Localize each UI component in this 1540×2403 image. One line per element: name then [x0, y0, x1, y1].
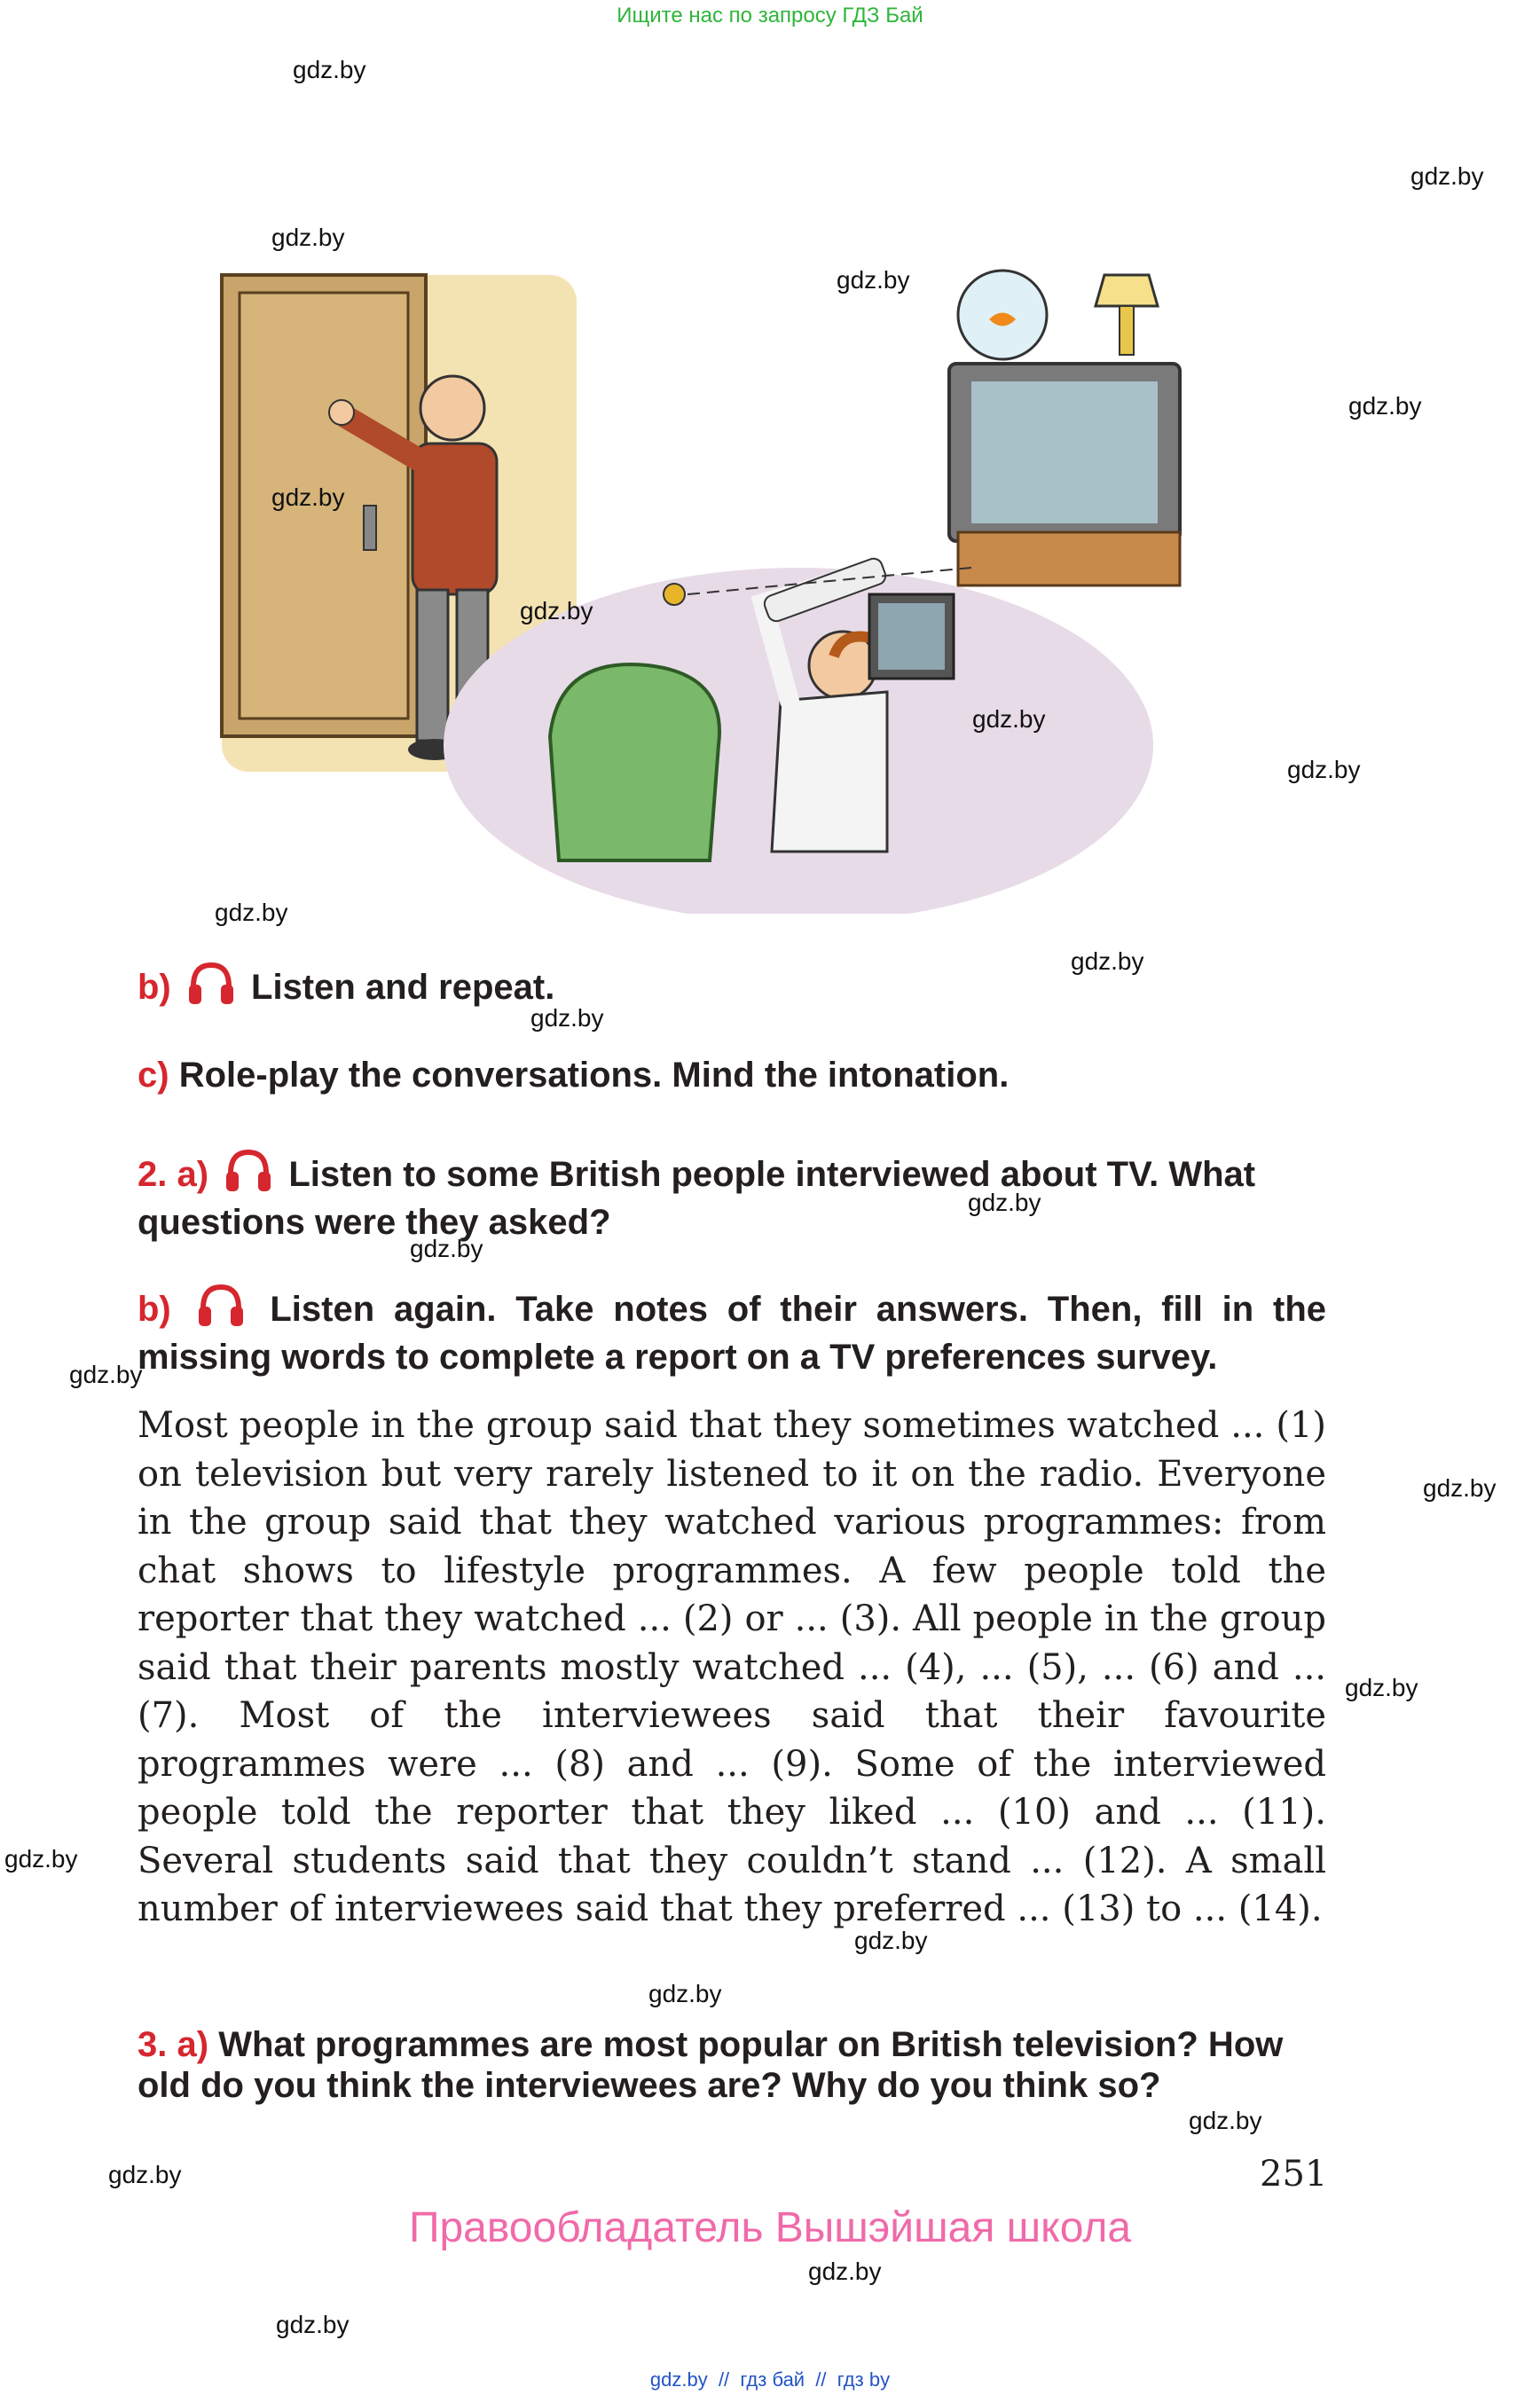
exercise-2b [138, 1282, 1326, 1378]
watermark: gdz.by [271, 224, 345, 251]
watermark: gdz.by [1423, 1474, 1497, 1502]
task-text: What programmes are most popular on British television? How old do you think the interviewees are? Why do you think so? [138, 2025, 1284, 2105]
fly [664, 584, 685, 605]
illustration [177, 240, 1224, 914]
watermark: gdz.by [854, 1927, 928, 1954]
site-header: Ищите нас по запросу ГДЗ Бай [617, 4, 923, 27]
watermark: gdz.by [837, 266, 910, 294]
watermark: gdz.by [1410, 162, 1484, 190]
exercise-2a [138, 1147, 1326, 1243]
task-label: b) [138, 1290, 171, 1329]
watermark: gdz.by [293, 56, 366, 83]
headphones-icon [224, 1147, 273, 1202]
task-text: Listen to some British people interviewed about TV. What questions were they asked? [138, 1155, 1256, 1242]
exercise-number: 3. [138, 2025, 168, 2064]
man-head [420, 376, 484, 440]
exercise-1b [138, 960, 554, 1015]
watermark: gdz.by [1348, 392, 1422, 420]
tv-cabinet [958, 532, 1180, 585]
watermark: gdz.by [4, 1845, 78, 1873]
exercise-number: 2. [138, 1155, 168, 1194]
watermark: gdz.by [215, 899, 288, 926]
headphones-icon [186, 960, 236, 1015]
watermark: gdz.by [648, 1980, 722, 2007]
page-number: 251 [1260, 2154, 1328, 2195]
task-text: Role-play the conversations. Mind the intonation. [178, 1056, 1010, 1095]
watermark: gdz.by [520, 597, 593, 624]
watermark: gdz.by [1189, 2107, 1262, 2134]
exercise-1c [138, 1055, 1009, 1095]
watermark: gdz.by [69, 1361, 143, 1388]
task-label: a) [177, 1155, 209, 1194]
watermark: gdz.by [968, 1189, 1041, 1216]
lamp [1096, 275, 1158, 306]
footer-links[interactable]: gdz.by // гдз бай // гдз by [649, 2368, 891, 2391]
task-text: Listen and repeat. [251, 968, 555, 1007]
report-paragraph: Most people in the group said that they sometimes watched ... (1) on television but very rarely listened to it on the radio. Everyone in the group said that they watched various programmes: from chat shows to lifestyle programmes. A few people told the reporter that they watched ... (2) or ... (3). All people in the group said that their parents mostly watched ... (4), ... (5), ... (6) and ... (7). Most of the interviewees said that their favourite programmes were ... (8) and ... (9). Some of the interviewed people told the reporter that they liked ... (10) and ... (11). Several students said that they couldn’t stand ... (12). A small number of interviewees said that they preferred ... (13) to ... (14). [138, 1405, 1326, 1929]
copyright-notice: Правообладатель Вышэйшая школа [408, 2204, 1132, 2251]
task-label: a) [177, 2025, 209, 2064]
boy-shirt [772, 692, 887, 852]
watermark: gdz.by [808, 2258, 882, 2285]
watermark: gdz.by [108, 2161, 182, 2188]
exercise-3a [138, 2024, 1326, 2106]
task-label: c) [138, 1056, 169, 1095]
armchair [550, 664, 719, 860]
headphones-icon [196, 1282, 246, 1337]
watermark: gdz.by [410, 1235, 483, 1262]
watermark: gdz.by [1345, 1674, 1418, 1701]
watermark: gdz.by [271, 483, 345, 511]
watermark: gdz.by [530, 1004, 604, 1032]
task-text: Listen again. Take notes of their answers. Then, fill in the missing words to complete a report on a TV preferences survey. [138, 1290, 1326, 1377]
watermark: gdz.by [1071, 947, 1144, 975]
task-label: b) [138, 968, 171, 1007]
watermark: gdz.by [1287, 756, 1361, 783]
watermark: gdz.by [276, 2311, 350, 2338]
watermark: gdz.by [972, 705, 1046, 733]
